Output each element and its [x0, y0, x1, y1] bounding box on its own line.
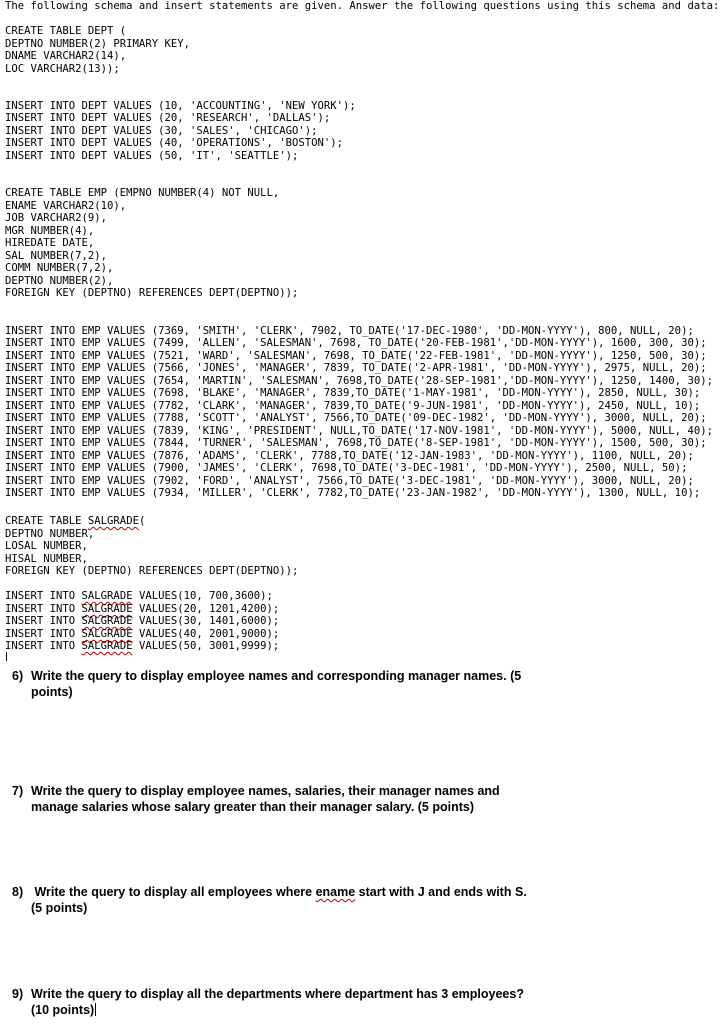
question-text: Write the query to display employee names, salaries, their manager names and	[31, 784, 500, 798]
emp-create-line: ENAME VARCHAR2(10),	[5, 200, 127, 212]
insert-values: VALUES(10, 700,3600);	[132, 590, 273, 602]
insert-prefix: INSERT INTO	[5, 590, 82, 602]
emp-insert-line: INSERT INTO EMP VALUES (7654, 'MARTIN', 'SALESMAN', 7698,TO_DATE('28-SEP-1981','DD-MON-YYYY'), 1250, 1400, 30);	[5, 375, 713, 387]
emp-insert-line: INSERT INTO EMP VALUES (7788, 'SCOTT', 'ANALYST', 7566,TO_DATE('09-DEC-1982', 'DD-MON-YYYY'), 3000, NULL, 20);	[5, 412, 707, 424]
salgrade-insert-line	[5, 590, 273, 603]
question-number: 9)	[12, 987, 24, 1001]
salgrade-table-name: SALGRADE	[81, 615, 133, 627]
salgrade-create-suffix: (	[138, 515, 146, 527]
question-text: Write the query to display all the departments where department has 3 employees?	[31, 987, 524, 1001]
emp-insert-line: INSERT INTO EMP VALUES (7844, 'TURNER', 'SALESMAN', 7698,TO_DATE('8-SEP-1981', 'DD-MON-YYYY'), 1500, 500, 30);	[5, 437, 707, 449]
question-9	[12, 986, 551, 1018]
insert-values: VALUES(20, 1201,4200);	[132, 603, 280, 615]
emp-insert-line: INSERT INTO EMP VALUES (7876, 'ADAMS', 'CLERK', 7788,TO_DATE('12-JAN-1983', 'DD-MON-YYYY'), 1100, NULL, 20);	[5, 450, 694, 462]
emp-insert-line: INSERT INTO EMP VALUES (7782, 'CLARK', 'MANAGER', 7839,TO_DATE('9-JUN-1981', 'DD-MON-YYYY'), 2450, NULL, 10);	[5, 400, 701, 412]
salgrade-table-name: SALGRADE	[81, 640, 133, 652]
dept-create-line: DNAME VARCHAR2(14),	[5, 50, 127, 62]
salgrade-create-line: FOREIGN KEY (DEPTNO) REFERENCES DEPT(DEPTNO));	[5, 565, 299, 577]
emp-insert-line: INSERT INTO EMP VALUES (7566, 'JONES', 'MANAGER', 7839, TO_DATE('2-APR-1981', 'DD-MON-YYYY'), 2975, NULL, 20);	[5, 362, 707, 374]
insert-prefix: INSERT INTO	[5, 615, 82, 627]
insert-values: VALUES(50, 3001,9999);	[132, 640, 280, 652]
insert-prefix: INSERT INTO	[5, 628, 82, 640]
insert-values: VALUES(30, 1401,6000);	[132, 615, 280, 627]
emp-create-line: MGR NUMBER(4),	[5, 225, 95, 237]
emp-create-line: FOREIGN KEY (DEPTNO) REFERENCES DEPT(DEPTNO));	[5, 287, 299, 299]
salgrade-insert-line	[5, 640, 279, 653]
text-cursor	[6, 652, 7, 661]
emp-insert-line: INSERT INTO EMP VALUES (7900, 'JAMES', 'CLERK', 7698,TO_DATE('3-DEC-1981', 'DD-MON-YYYY'), 2500, NULL, 50);	[5, 462, 688, 474]
salgrade-create-line: HISAL NUMBER,	[5, 553, 88, 565]
emp-create-line: SAL NUMBER(7,2),	[5, 250, 108, 262]
emp-insert-line: INSERT INTO EMP VALUES (7902, 'FORD', 'ANALYST', 7566,TO_DATE('3-DEC-1981', 'DD-MON-YYYY'), 3000, NULL, 20);	[5, 475, 694, 487]
question-6	[12, 668, 551, 700]
emp-create-line: JOB VARCHAR2(9),	[5, 212, 108, 224]
question-text-cont: (10 points)	[31, 1003, 95, 1017]
salgrade-table-name: SALGRADE	[87, 515, 139, 527]
emp-create-line: HIREDATE DATE,	[5, 237, 95, 249]
question-number: 6)	[12, 669, 24, 683]
salgrade-create-line: DEPTNO NUMBER,	[5, 528, 95, 540]
dept-insert-line: INSERT INTO DEPT VALUES (40, 'OPERATIONS', 'BOSTON');	[5, 137, 344, 149]
dept-insert-line: INSERT INTO DEPT VALUES (50, 'IT', 'SEATTLE');	[5, 150, 299, 162]
question-text-end: start with J and ends with S.	[355, 885, 527, 899]
emp-insert-line: INSERT INTO EMP VALUES (7698, 'BLAKE', 'MANAGER', 7839,TO_DATE('1-MAY-1981', 'DD-MON-YYYY'), 2850, NULL, 30);	[5, 387, 701, 399]
emp-insert-line: INSERT INTO EMP VALUES (7369, 'SMITH', 'CLERK', 7902, TO_DATE('17-DEC-1980', 'DD-MON-YYYY'), 800, NULL, 20);	[5, 325, 694, 337]
salgrade-table-name: SALGRADE	[81, 628, 133, 640]
emp-create-line: COMM NUMBER(7,2),	[5, 262, 114, 274]
dept-insert-line: INSERT INTO DEPT VALUES (10, 'ACCOUNTING', 'NEW YORK');	[5, 100, 356, 112]
salgrade-create-prefix: CREATE TABLE	[5, 515, 88, 527]
salgrade-insert-line	[5, 615, 279, 628]
salgrade-table-name: SALGRADE	[81, 603, 133, 615]
insert-prefix: INSERT INTO	[5, 640, 82, 652]
question-text-cont: points)	[31, 685, 73, 699]
emp-insert-line: INSERT INTO EMP VALUES (7521, 'WARD', 'SALESMAN', 7698, TO_DATE('22-FEB-1981', 'DD-MON-YYYY'), 1250, 500, 30);	[5, 350, 707, 362]
emp-create-line: CREATE TABLE EMP (EMPNO NUMBER(4) NOT NULL,	[5, 187, 280, 199]
dept-create-line: DEPTNO NUMBER(2) PRIMARY KEY,	[5, 38, 190, 50]
question-7	[12, 783, 551, 815]
question-number: 8)	[12, 885, 24, 899]
salgrade-insert-line	[5, 628, 279, 641]
question-text-cont: manage salaries whose salary greater than their manager salary. (5 points)	[31, 800, 475, 814]
question-8	[12, 884, 551, 916]
dept-insert-line: INSERT INTO DEPT VALUES (20, 'RESEARCH', 'DALLAS');	[5, 112, 331, 124]
intro-text: The following schema and insert statements are given. Answer the following questions using this schema and data:	[5, 0, 720, 12]
emp-create-line: DEPTNO NUMBER(2),	[5, 275, 114, 287]
salgrade-create-header	[5, 515, 145, 528]
salgrade-table-name: SALGRADE	[81, 590, 133, 602]
question-number: 7)	[12, 784, 24, 798]
dept-create-line: CREATE TABLE DEPT (	[5, 25, 127, 37]
dept-create-line: LOC VARCHAR2(13));	[5, 63, 120, 75]
salgrade-create-line: LOSAL NUMBER,	[5, 540, 88, 552]
emp-insert-line: INSERT INTO EMP VALUES (7839, 'KING', 'PRESIDENT', NULL,TO_DATE('17-NOV-1981', 'DD-MON-YYYY'), 5000, NULL, 40);	[5, 425, 713, 437]
insert-values: VALUES(40, 2001,9000);	[132, 628, 280, 640]
salgrade-insert-line	[5, 603, 279, 616]
spellcheck-word: ename	[315, 885, 356, 899]
question-text-cont: (5 points)	[31, 901, 88, 915]
insert-prefix: INSERT INTO	[5, 603, 82, 615]
emp-insert-line: INSERT INTO EMP VALUES (7934, 'MILLER', 'CLERK', 7782,TO_DATE('23-JAN-1982', 'DD-MON-YYYY'), 1300, NULL, 10);	[5, 487, 701, 499]
text-cursor	[95, 1003, 96, 1016]
emp-insert-line: INSERT INTO EMP VALUES (7499, 'ALLEN', 'SALESMAN', 7698, TO_DATE('20-FEB-1981','DD-MON-YYYY'), 1600, 300, 30);	[5, 337, 707, 349]
question-text: Write the query to display employee names and corresponding manager names. (5	[31, 669, 522, 683]
question-text: Write the query to display all employees where	[31, 885, 316, 899]
dept-insert-line: INSERT INTO DEPT VALUES (30, 'SALES', 'CHICAGO');	[5, 125, 318, 137]
